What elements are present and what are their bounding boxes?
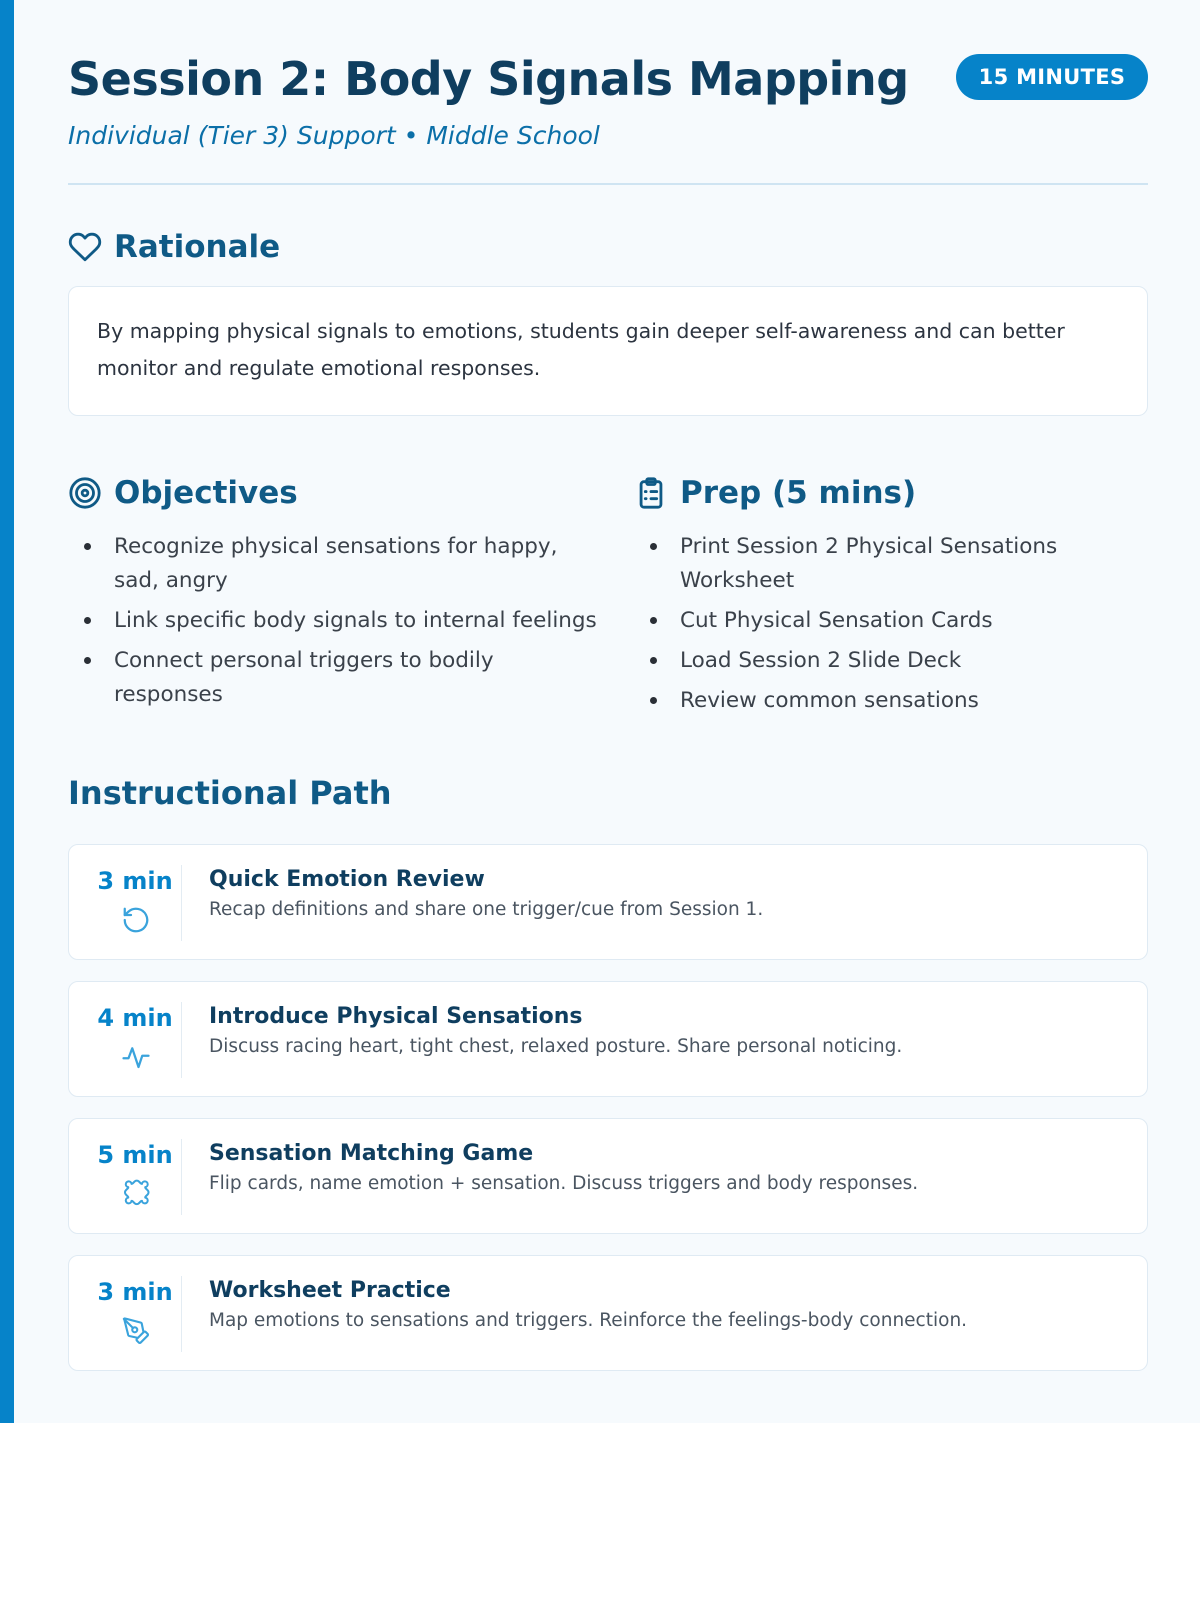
page-subtitle: Individual (Tier 3) Support • Middle School: [68, 121, 600, 150]
prep-item: Print Session 2 Physical Sensations Worksheet: [634, 530, 1134, 598]
duration-badge: 15 MINUTES: [956, 54, 1148, 100]
step-title: Quick Emotion Review: [209, 867, 485, 892]
objective-item: Link specific body signals to internal feelings: [68, 604, 598, 638]
step-time: 5 min: [97, 1141, 173, 1169]
prep-heading: [634, 475, 916, 511]
step-description: Recap definitions and share one trigger/cue from Session 1.: [209, 899, 764, 920]
step-title: Introduce Physical Sensations: [209, 1004, 583, 1029]
step-card: [68, 1118, 1148, 1234]
heart-icon: [68, 230, 102, 264]
step-divider: [181, 1139, 182, 1215]
objectives-heading-label: Objectives: [114, 475, 298, 511]
step-time: 3 min: [97, 867, 173, 895]
rationale-text: By mapping physical signals to emotions, students gain deeper self-awareness and can better monitor and regulate emotional responses.: [97, 319, 1065, 380]
step-card: [68, 1255, 1148, 1371]
step-card: [68, 844, 1148, 960]
prep-list: [634, 530, 1134, 724]
clipboard-icon: [634, 476, 668, 510]
rationale-heading-label: Rationale: [114, 229, 281, 265]
rationale-heading: [68, 229, 280, 265]
prep-heading-label: Prep (5 mins): [680, 475, 917, 511]
step-divider: [181, 1276, 182, 1352]
step-time: 4 min: [97, 1004, 173, 1032]
page-title: Session 2: Body Signals Mapping: [68, 52, 909, 106]
puzzle-icon: [121, 1179, 151, 1209]
target-icon: [68, 476, 102, 510]
objective-item: Connect personal triggers to bodily responses: [68, 644, 598, 712]
step-divider: [181, 1002, 182, 1078]
step-divider: [181, 865, 182, 941]
header-divider: [68, 183, 1148, 185]
prep-item: Cut Physical Sensation Cards: [634, 604, 1134, 638]
step-description: Discuss racing heart, tight chest, relaxed posture. Share personal noticing.: [209, 1036, 903, 1057]
step-card: [68, 981, 1148, 1097]
step-title: Worksheet Practice: [209, 1278, 451, 1303]
step-time: 3 min: [97, 1278, 173, 1306]
rotate-ccw-icon: [121, 905, 151, 935]
objectives-list: [68, 530, 598, 718]
objective-item: Recognize physical sensations for happy, sad, angry: [68, 530, 598, 598]
step-title: Sensation Matching Game: [209, 1141, 534, 1166]
activity-icon: [121, 1042, 151, 1072]
pen-tool-icon: [121, 1316, 151, 1346]
step-description: Flip cards, name emotion + sensation. Discuss triggers and body responses.: [209, 1173, 919, 1194]
step-description: Map emotions to sensations and triggers. Reinforce the feelings-body connection.: [209, 1310, 968, 1331]
rationale-card: [68, 286, 1148, 416]
objectives-heading: [68, 475, 298, 511]
prep-item: Review common sensations: [634, 684, 1134, 718]
prep-item: Load Session 2 Slide Deck: [634, 644, 1134, 678]
instructional-path-heading: Instructional Path: [68, 774, 392, 812]
